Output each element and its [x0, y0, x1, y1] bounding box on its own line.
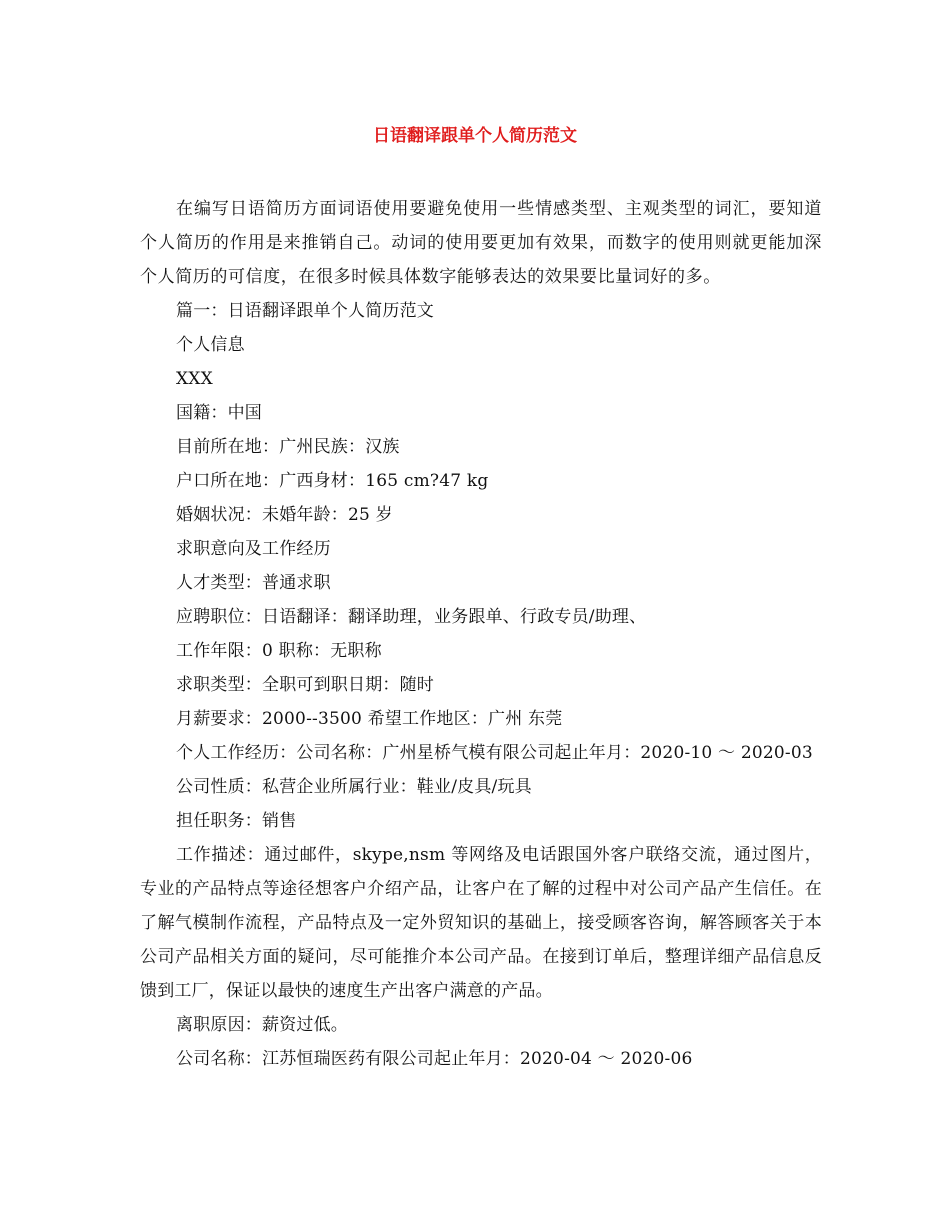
leave-reason-line: 离职原因：薪资过低。: [176, 1015, 348, 1035]
salary-line: 月薪要求：2000--3500 希望工作地区：广州 东莞: [176, 709, 563, 729]
personal-info-heading: 个人信息: [176, 335, 245, 355]
marital-line: 婚姻状况：未婚年龄：25 岁: [176, 505, 393, 525]
intro-paragraph: 在编写日语简历方面词语使用要避免使用一些情感类型、主观类型的词汇，要知道个人简历的作用是来推销自己。动词的使用要更加有效果，而数字的使用则就更能加深个人简历的可信度，在很多时候具体数字能够表达的效果要比量词好的多。: [140, 199, 822, 287]
nationality-line: 国籍：中国: [176, 403, 262, 423]
job-type-line: 求职类型：全职可到职日期：随时: [176, 675, 434, 695]
work-years-line: 工作年限：0 职称：无职称: [176, 641, 382, 661]
location-line: 目前所在地：广州民族：汉族: [176, 437, 400, 457]
talent-type-line: 人才类型：普通求职: [176, 573, 331, 593]
work-experience-line: 个人工作经历：公司名称：广州星桥气模有限公司起止年月：2020-10 ～ 2020-03: [176, 743, 813, 763]
job-description-paragraph: 工作描述：通过邮件，skype,nsm 等网络及电话跟国外客户联络交流，通过图片，专业的产品特点等途径想客户介绍产品，让客户在了解的过程中对公司产品产生信任。在了解气模制作流程，产品特点及一定外贸知识的基础上，接受顾客咨询，解答顾客关于本公司产品相关方面的疑问，尽可能推介本公司产品。在接到订单后，整理详细产品信息反馈到工厂，保证以最快的速度生产出客户满意的产品。: [140, 845, 822, 1001]
job-intent-heading: 求职意向及工作经历: [176, 539, 331, 559]
document-title: 日语翻译跟单个人简历范文: [373, 126, 577, 146]
position-line: 应聘职位：日语翻译：翻译助理，业务跟单、行政专员/助理、: [176, 607, 647, 627]
household-line: 户口所在地：广西身材：165 cm?47 kg: [176, 471, 489, 491]
section-heading-1: 篇一：日语翻译跟单个人简历范文: [176, 301, 434, 321]
company-nature-line: 公司性质：私营企业所属行业：鞋业/皮具/玩具: [176, 777, 532, 797]
applicant-name: XXX: [176, 369, 213, 389]
document-body: [140, 192, 822, 1076]
role-line: 担任职务：销售: [176, 811, 297, 831]
company-line-2: 公司名称：江苏恒瑞医药有限公司起止年月：2020-04 ～ 2020-06: [176, 1049, 693, 1069]
